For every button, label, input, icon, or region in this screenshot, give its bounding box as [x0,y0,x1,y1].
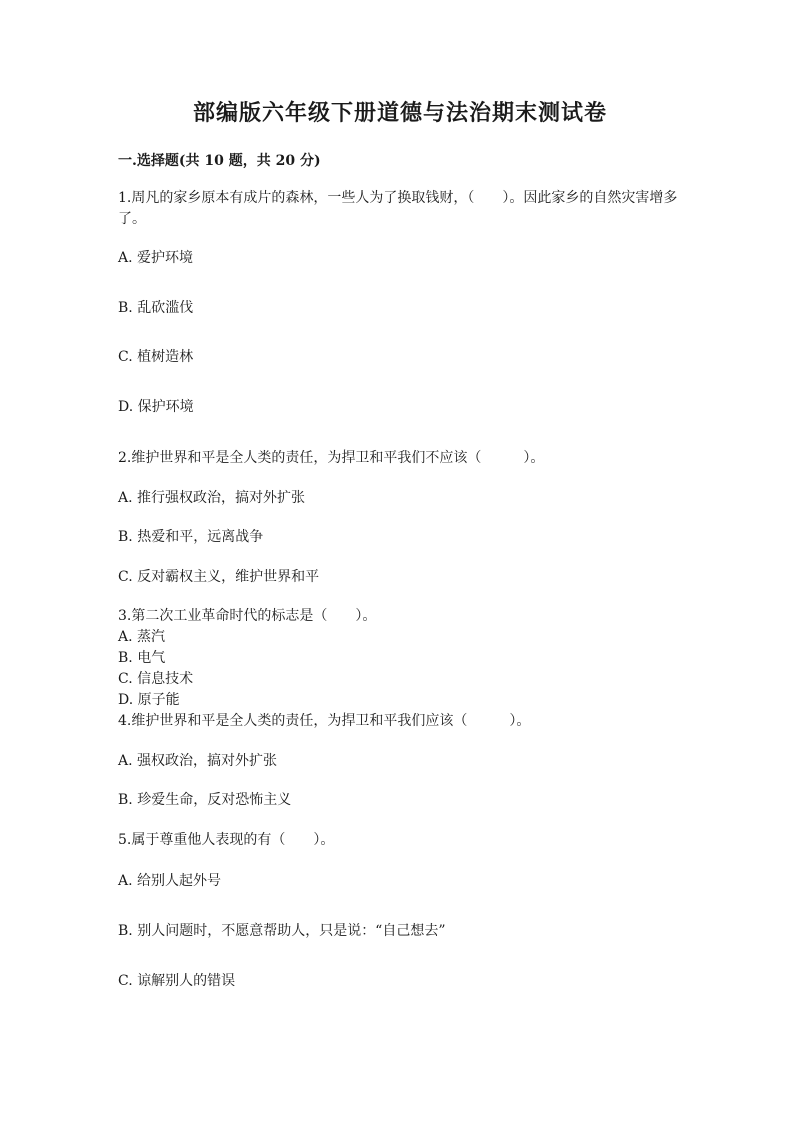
question-4-option-a: A. 强权政治，搞对外扩张 [118,753,278,769]
question-5-stem: 5.属于尊重他人表现的有（ ）。 [118,832,335,848]
question-1-option-a: A. 爱护环境 [118,250,194,266]
question-1-option-c: C. 植树造林 [118,349,194,365]
question-3-option-a: A. 蒸汽 [118,629,166,645]
question-2-option-b: B. 热爱和平，远离战争 [118,529,264,545]
question-1-option-b: B. 乱砍滥伐 [118,300,194,316]
section-heading: 一.选择题(共 10 题，共 20 分) [118,153,321,169]
question-3-option-b: B. 电气 [118,650,166,666]
question-3-stem: 3.第二次工业革命时代的标志是（ ）。 [118,608,377,624]
question-5-option-b: B. 别人问题时，不愿意帮助人，只是说：“自己想去” [118,923,446,939]
question-3-option-c: C. 信息技术 [118,671,194,687]
question-5-option-c: C. 谅解别人的错误 [118,973,236,989]
page-title: 部编版六年级下册道德与法治期末测试卷 [192,100,607,126]
question-5-option-a: A. 给别人起外号 [118,873,222,889]
question-1-option-d: D. 保护环境 [118,399,194,415]
question-3-option-d: D. 原子能 [118,692,180,708]
question-4-option-b: B. 珍爱生命，反对恐怖主义 [118,792,292,808]
question-2-option-a: A. 推行强权政治，搞对外扩张 [118,490,306,506]
question-2-stem: 2.维护世界和平是全人类的责任，为捍卫和平我们不应该（ ）。 [118,450,545,466]
question-2-option-c: C. 反对霸权主义，维护世界和平 [118,569,320,585]
question-1-stem: 1.周凡的家乡原本有成片的森林，一些人为了换取钱财，（ ）。因此家乡的自然灾害增多了。 [118,190,678,227]
question-4-stem: 4.维护世界和平是全人类的责任，为捍卫和平我们应该（ ）。 [118,713,531,729]
